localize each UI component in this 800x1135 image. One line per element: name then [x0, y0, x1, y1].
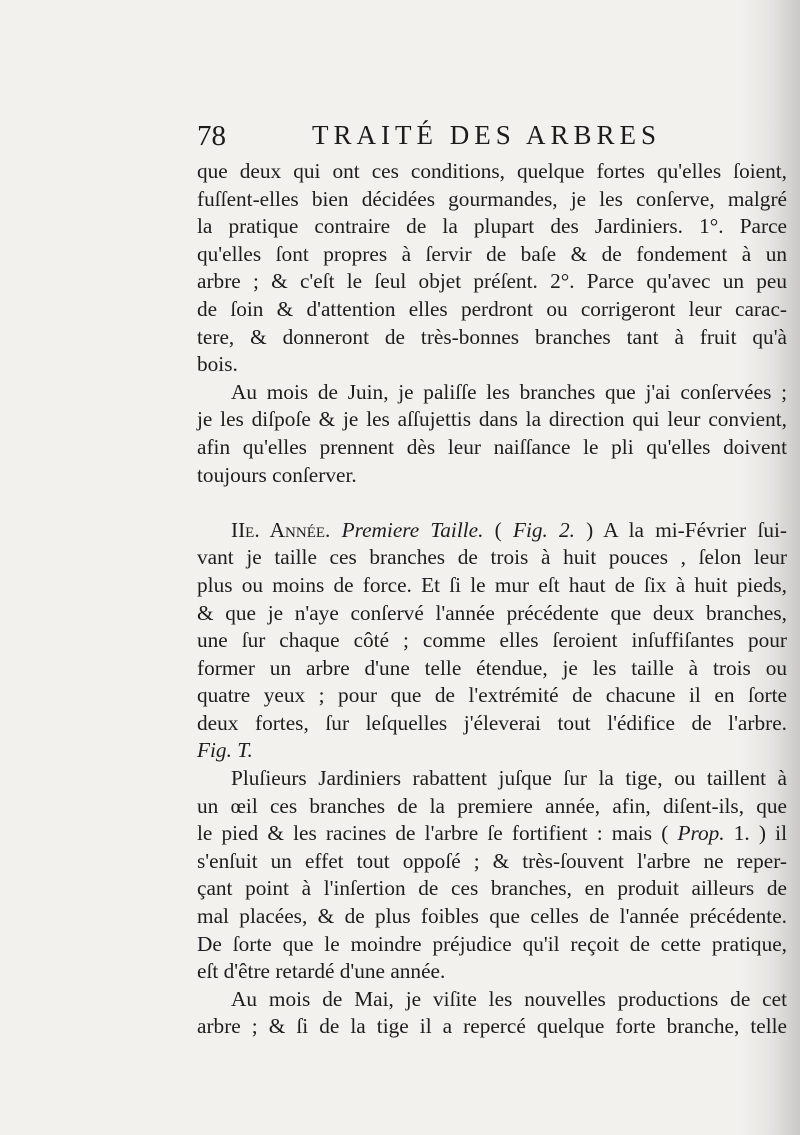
text-line: tere, & donneront de très-bonnes branches tant à fruit qu'à — [197, 324, 787, 349]
text-line — [197, 820, 787, 848]
text-line: que deux qui ont ces conditions, quelque fortes qu'elles ſoient, — [197, 159, 787, 183]
text-line: arbre ; & c'eſt le ſeul objet préſent. 2°. Parce qu'avec un peu — [197, 269, 787, 294]
text-line: la pratique contraire de la plupart des Jardiniers. 1°. Parce — [197, 214, 787, 239]
text-line: Pluſieurs Jardiniers rabattent juſque ſur la tige, ou taillent à — [231, 766, 787, 791]
text-line: Au mois de Juin, je paliſſe les branches que j'ai conſervées ; — [231, 379, 787, 404]
running-title: TRAITÉ DES ARBRES — [312, 120, 662, 150]
text-line: & que je n'aye conſervé l'année précédente que deux branches, — [197, 600, 787, 625]
proposition-reference: Prop. — [677, 821, 725, 846]
text-line: un œil ces branches de la premiere année, afin, diſent-ils, que — [197, 793, 787, 818]
year-heading: IIe. Année. — [231, 517, 331, 542]
paragraph-may — [197, 986, 787, 1041]
text-line: qu'elles ſont propres à ſervir de baſe & de fondement à un — [197, 241, 787, 266]
text-line: De ſorte que le moindre préjudice qu'il reçoit de cette pratique, — [197, 931, 787, 956]
figure-reference: Fig. 2. — [512, 517, 575, 542]
paragraph-continuation — [197, 158, 787, 379]
text-segment: 1. ) il — [724, 821, 787, 846]
page-header — [197, 116, 787, 156]
text-line: de ſoin & d'attention elles perdront ou corrigeront leur carac- — [197, 296, 787, 321]
text-line: eſt d'être retardé d'une année. — [197, 959, 446, 984]
page-number: 78 — [197, 120, 226, 152]
paragraph-gardeners — [197, 765, 787, 986]
figure-reference-line — [197, 737, 787, 765]
text-line: je les diſpoſe & je les aſſujettis dans la direction qui leur convient, — [197, 407, 787, 432]
text-line: une ſur chaque côté ; comme elles ſeroient inſuffiſantes pour — [197, 628, 787, 653]
text-segment: A la mi-Février ſui- — [603, 517, 788, 542]
text-line: afin qu'elles prennent dès leur naiſſance le pli qu'elles doivent — [197, 434, 787, 459]
text-line: quatre yeux ; pour que de l'extrémité de chacune il en ſorte — [197, 683, 787, 708]
pruning-heading: Premiere Taille. — [341, 517, 484, 542]
text-line: s'enſuit un effet tout oppoſé ; & très-ſouvent l'arbre ne reper- — [197, 848, 787, 873]
section-second-year — [197, 517, 787, 765]
text-line: Au mois de Mai, je viſite les nouvelles productions de cet — [231, 986, 787, 1011]
paragraph-gap — [197, 489, 787, 517]
text-line: vant je taille ces branches de trois à huit pouces , ſelon leur — [197, 545, 787, 570]
paren-open: ( — [494, 517, 513, 542]
text-segment: le pied & les racines de l'arbre ſe fortifient : mais ( — [197, 821, 678, 846]
text-line: arbre ; & ſi de la tige il a repercé quelque forte branche, telle — [197, 1014, 787, 1039]
body-text — [197, 158, 787, 1041]
paragraph-june — [197, 379, 787, 489]
figure-reference: Fig. T. — [197, 738, 253, 763]
text-line: mal placées, & de plus foibles que celles de l'année précédente. — [197, 904, 787, 929]
section-heading-line — [197, 517, 787, 545]
text-line: plus ou moins de force. Et ſi le mur eſt haut de ſix à huit pieds, — [197, 572, 787, 597]
text-line: toujours conſerver. — [197, 462, 357, 487]
text-line: former un arbre d'une telle étendue, je les taille à trois ou — [197, 655, 787, 680]
text-line: bois. — [197, 352, 238, 377]
text-line: deux fortes, ſur leſquelles j'éleverai tout l'édifice de l'arbre. — [197, 710, 787, 735]
paren-close: ) — [574, 517, 594, 542]
text-line: çant point à l'inſertion de ces branches, en produit ailleurs de — [197, 876, 787, 901]
text-line: fuſſent-elles bien décidées gourmandes, je les conſerve, malgré — [197, 186, 787, 211]
